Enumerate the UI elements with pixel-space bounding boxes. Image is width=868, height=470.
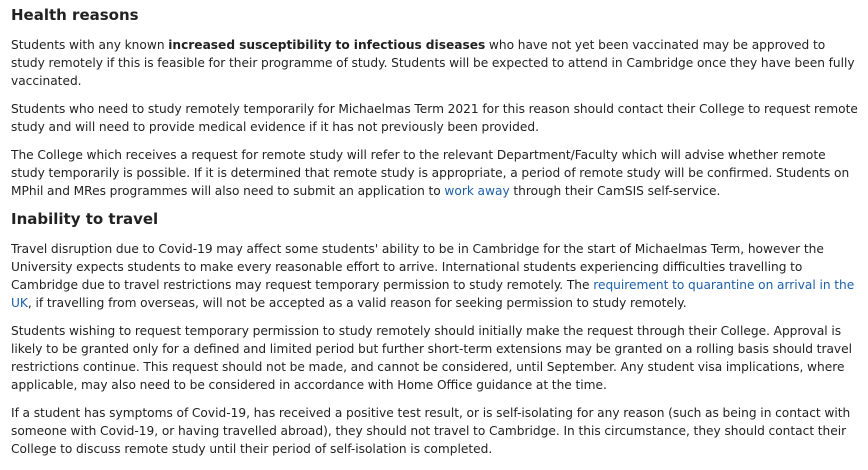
health-p1-text-start: Students with any known <box>11 38 169 52</box>
health-p3-text-start: The College which receives a request for remote study will refer to the relevant Department/Faculty which will advise whether remote study temporarily is possible. If it is determined that remote study is appropriate, a period of remote study will be confirmed. Students on MPhil and MRes programmes will also need to submit an application to <box>11 148 850 198</box>
health-p3-text-end: through their CamSIS self-service. <box>509 184 721 198</box>
travel-paragraph-1 <box>11 240 858 312</box>
heading-health-reasons: Health reasons <box>11 6 139 24</box>
health-paragraph-2: Students who need to study remotely temporarily for Michaelmas Term 2021 for this reason should contact their College to request remote study and will need to provide medical evidence if it has not previously been provided. <box>11 102 858 134</box>
health-paragraph-1 <box>11 36 858 90</box>
health-p1-bold-text: increased susceptibility to infectious diseases <box>168 38 486 52</box>
travel-paragraph-2: Students wishing to request temporary permission to study remotely should initially make the request through their College. Approval is likely to be granted only for a defined and limited period but further short-term extensions may be granted on a rolling basis should travel restrictions continue. This request should not be made, and cannot be considered, until September. Any student visa implications, where applicable, may also need to be considered in accordance with Home Office guidance at the time. <box>11 324 853 392</box>
travel-paragraph-3: If a student has symptoms of Covid-19, has received a positive test result, or is self-isolating for any reason (such as being in contact with someone with Covid-19, or having travelled abroad), they should not travel to Cambridge. In this circumstance, they should contact their College to discuss remote study until their period of self-isolation is completed. <box>11 406 851 456</box>
health-p1-text-end: who have not yet been vaccinated may be approved to study remotely if this is feasible for their programme of study. Students will be expected to attend in Cambridge once they have been fully vaccinated. <box>11 38 855 88</box>
work-away-link[interactable]: work away <box>444 184 510 198</box>
health-paragraph-3 <box>11 146 858 200</box>
heading-inability-to-travel: Inability to travel <box>11 210 159 228</box>
travel-p1-text-end: , if travelling from overseas, will not be accepted as a valid reason for seeking permission to study remotely. <box>27 296 687 310</box>
travel-p1-text-start: Travel disruption due to Covid-19 may affect some students' ability to be in Cambridge for the start of Michaelmas Term, however the University expects students to make every reasonable effort to arrive. International students experiencing difficulties travelling to Cambridge due to travel restrictions may request temporary permission to study remotely. The <box>11 242 824 292</box>
quarantine-requirement-link[interactable]: requirement to quarantine on arrival in the UK <box>11 278 855 310</box>
